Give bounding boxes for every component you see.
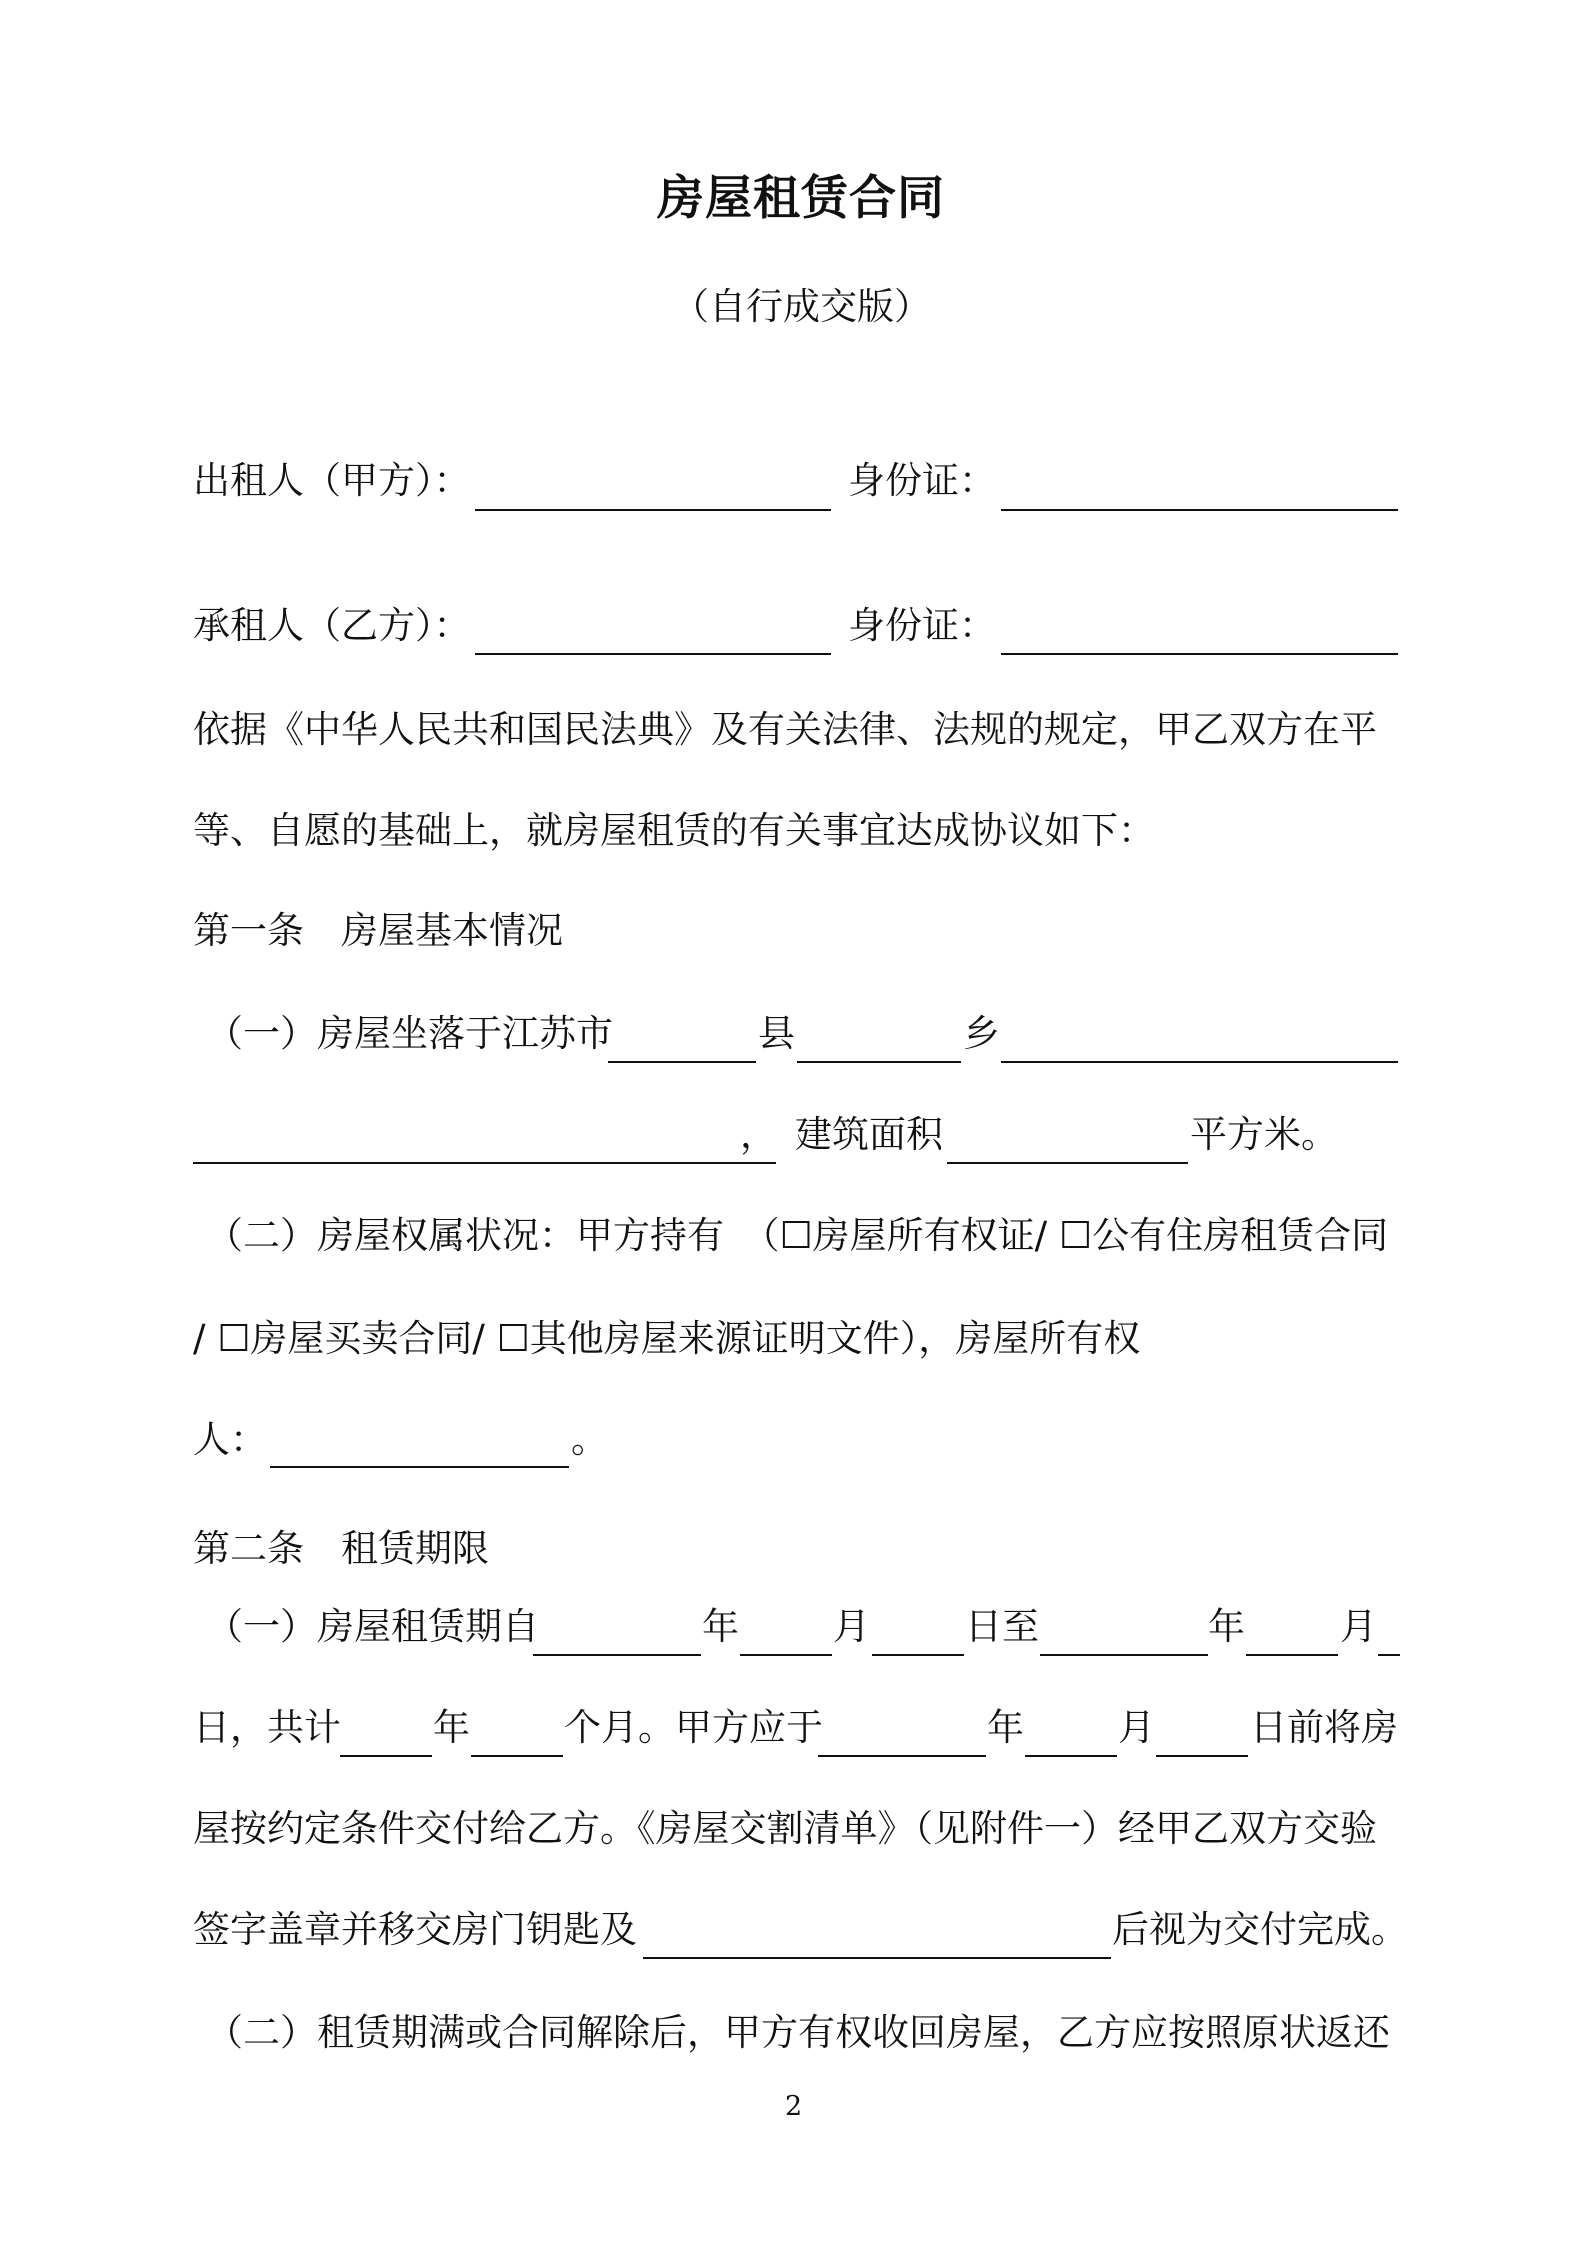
article-1-item-1-prefix: （一）房屋坐落于江苏市 [206,1012,613,1055]
end-day-total-label: 日，共计 [193,1706,341,1749]
start-month-label: 月 [833,1605,870,1648]
article-2-heading: 第二条 租赁期限 [193,1527,489,1570]
delivery-year-blank [818,1755,986,1757]
term-months-label: 个月。甲方应于 [564,1706,823,1749]
owner-label: 人： [193,1418,267,1461]
lessor-id-label: 身份证： [848,459,996,502]
delivery-day-blank [1156,1755,1248,1757]
owner-blank [270,1466,569,1468]
term-years-label: 年 [433,1706,470,1749]
lessee-name-blank [475,653,831,655]
article-2-item-1-line-3: 屋按约定条件交付给乙方。《房屋交割清单》（见附件一）经甲乙双方交验 [193,1807,1377,1850]
end-day-blank [1378,1654,1400,1656]
article-2-item-2-line-1: （二）租赁期满或合同解除后，甲方有权收回房屋，乙方应按照原状返还 [206,2011,1390,2054]
area-blank [947,1162,1188,1164]
term-months-blank [471,1755,563,1757]
owner-end: 。 [571,1418,608,1461]
delivery-month-blank [1025,1755,1117,1757]
lessor-label: 出租人（甲方）： [193,459,471,502]
area-label: 建筑面积 [795,1113,943,1156]
lessee-id-blank [1001,653,1398,655]
lessee-id-label: 身份证： [848,604,996,647]
preamble-line-2: 等、自愿的基础上，就房屋租赁的有关事宜达成协议如下： [193,809,1155,852]
start-month-blank [740,1654,832,1656]
delivery-day-label: 日前将房 [1250,1706,1398,1749]
lessee-label: 承租人（乙方）： [193,604,471,647]
article-1-item-2-line-2: / ☐房屋买卖合同/ ☐其他房屋来源证明文件），房屋所有权 [193,1317,1141,1360]
delivery-year-label: 年 [987,1706,1024,1749]
handover-suffix: 后视为交付完成。 [1112,1908,1408,1951]
document-title: 房屋租赁合同 [657,171,945,226]
area-unit: 平方米。 [1190,1113,1338,1156]
term-years-blank [340,1755,432,1757]
start-year-blank [533,1654,701,1656]
city-blank [608,1061,756,1063]
address-comma: ， [740,1113,777,1156]
end-year-blank [1040,1654,1208,1656]
document-subtitle: （自行成交版） [672,285,931,328]
article-2-item-1-prefix: （一）房屋租赁期自 [206,1605,539,1648]
county-blank [797,1061,961,1063]
start-day-blank [872,1654,964,1656]
address-blank [193,1162,776,1164]
end-year-label: 年 [1208,1605,1245,1648]
lessor-name-blank [475,509,831,511]
township-blank [1001,1061,1398,1063]
preamble-line-1: 依据《中华人民共和国民法典》及有关法律、法规的规定，甲乙双方在平 [193,708,1377,751]
article-1-item-2-line-1: （二）房屋权属状况：甲方持有 （☐房屋所有权证/ ☐公有住房租赁合同 [206,1214,1389,1257]
handover-items-blank [643,1957,1111,1959]
start-day-to-label: 日至 [965,1605,1039,1648]
end-month-label: 月 [1340,1605,1377,1648]
delivery-month-label: 月 [1118,1706,1155,1749]
county-label: 县 [758,1012,795,1055]
end-month-blank [1246,1654,1338,1656]
page-number: 2 [785,2091,803,2122]
handover-prefix: 签字盖章并移交房门钥匙及 [193,1908,637,1951]
lessor-id-blank [1001,509,1398,511]
article-1-heading: 第一条 房屋基本情况 [193,909,563,952]
start-year-label: 年 [702,1605,739,1648]
township-label: 乡 [963,1012,1000,1055]
